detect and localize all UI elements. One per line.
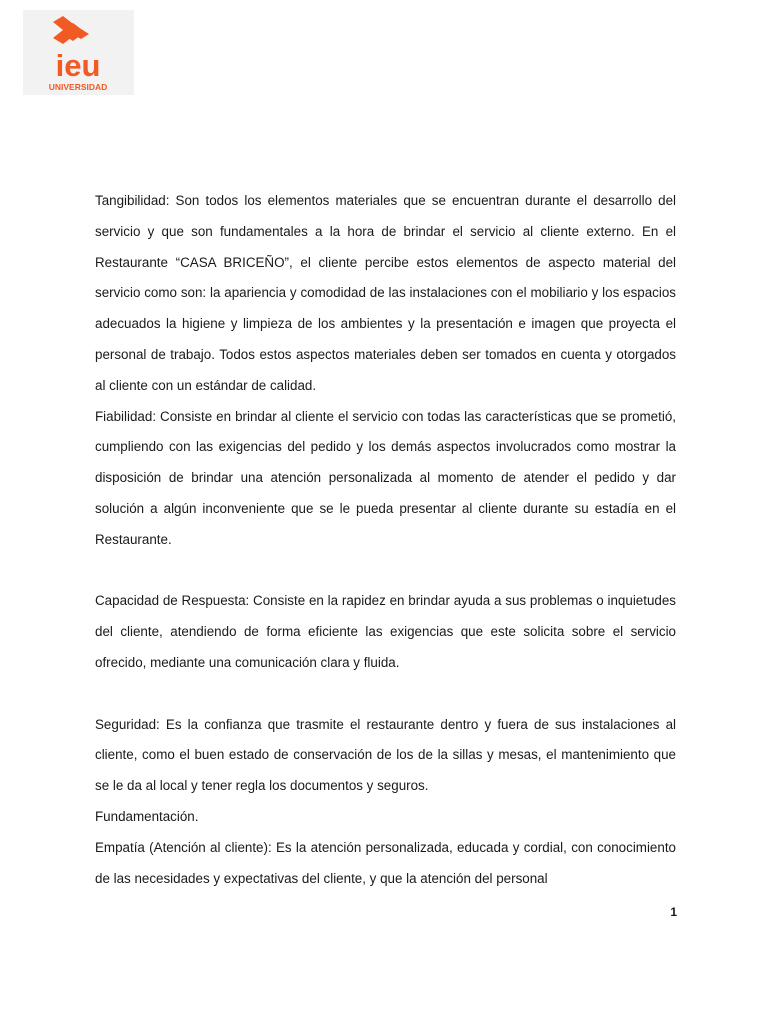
chevron-arrows-icon: [53, 16, 89, 44]
paragraph-spacer: [95, 679, 676, 710]
paragraph-spacer: [95, 556, 676, 587]
paragraph-empatia: Empatía (Atención al cliente): Es la atención personalizada, educada y cordial, con conocimiento de las necesidades y expectativas del cliente, y que la atención del personal: [95, 839, 676, 886]
ieu-logo-graphic: [23, 10, 134, 95]
university-logo: [23, 10, 134, 95]
paragraph-seguridad: Seguridad: Es la confianza que trasmite el restaurante dentro y fuera de sus instalaciones al cliente, como el buen estado de conservación de los de la sillas y mesas, el mantenimiento que se le da al local y tener regla los documentos y seguros.: [95, 716, 676, 794]
paragraph-fundamentacion: Fundamentación.: [95, 808, 199, 824]
logo-subtitle: UNIVERSIDAD: [48, 82, 108, 92]
paragraph-tangibilidad: Tangibilidad: Son todos los elementos materiales que se encuentran durante el desarrollo del servicio y que son fundamentales a la hora de brindar el servicio al cliente externo. En el Restaurante “CASA BRICEÑO”, el cliente percibe estos elementos de aspecto material del servicio como son: la apariencia y comodidad de las instalaciones con el mobiliario y los espacios adecuados la higiene y limpieza de los ambientes y la presentación e imagen que proyecta el personal de trabajo. Todos estos aspectos materiales deben ser tomados en cuenta y otorgados al cliente con un estándar de calidad.: [95, 193, 676, 393]
paragraph-capacidad-de-respuesta: Capacidad de Respuesta: Consiste en la rapidez en brindar ayuda a sus problemas o inquietudes del cliente, atendiendo de forma eficiente las exigencias que este solicita sobre el servicio ofrecido, mediante una comunicación clara y fluida.: [95, 593, 676, 670]
document-body: [95, 186, 676, 894]
page-number: 1: [670, 905, 677, 919]
logo-wordmark: ieu: [55, 48, 101, 83]
paragraph-fiabilidad: Fiabilidad: Consiste en brindar al cliente el servicio con todas las características que se prometió, cumpliendo con las exigencias del pedido y los demás aspectos involucrados como mostrar la disposición de brindar una atención personalizada al momento de atender el pedido y dar solución a algún inconveniente que se le pueda presentar al cliente durante su estadía en el Restaurante.: [95, 408, 676, 547]
